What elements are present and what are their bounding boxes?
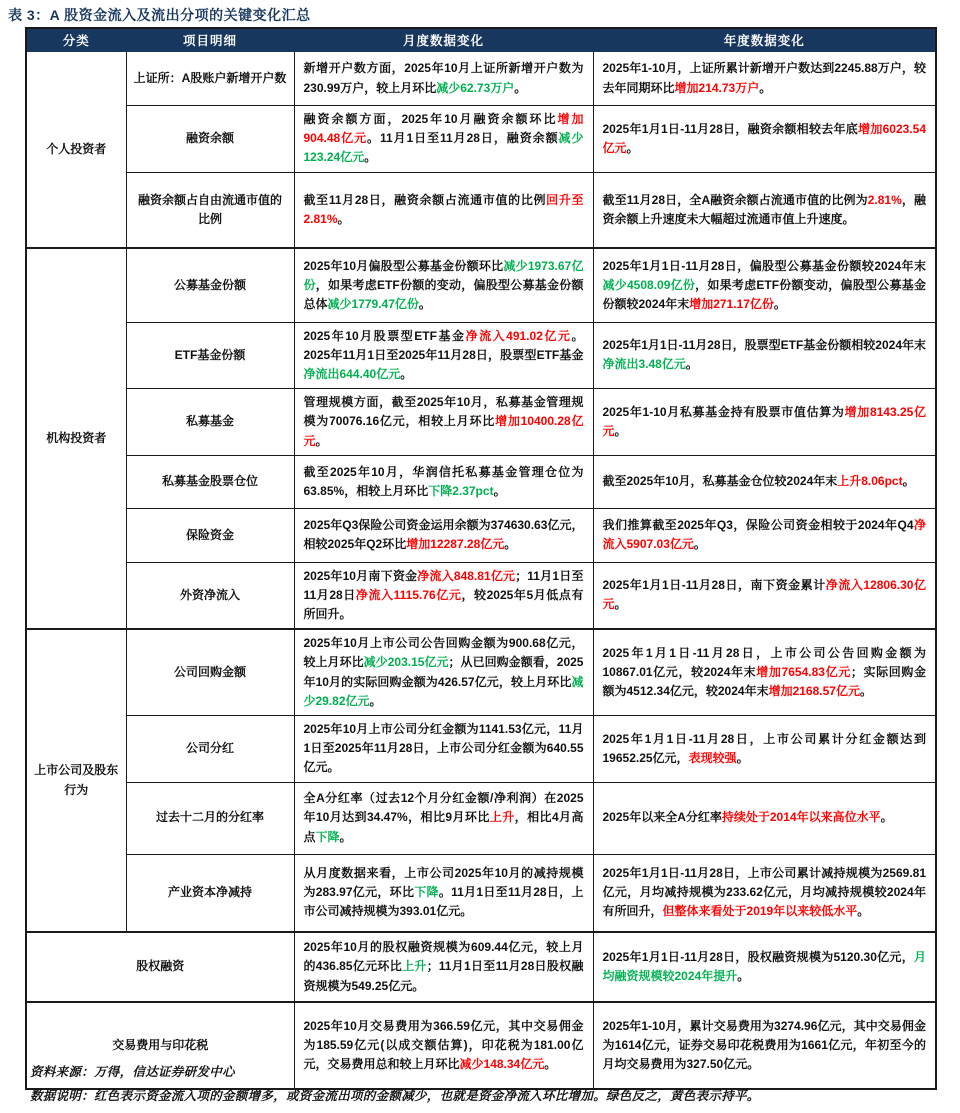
category-cell: 机构投资者 [26,248,126,629]
annual-cell: 2025年1月1日-11月28日，上市公司累计减持规模为2569.81亿元，月均减持规模为233.62亿元，月均减持规模较2024年有所回升，但整体来看处于2019年以来较低水平。 [593,854,936,932]
item-cell: 融资余额占自由流通市值的比例 [126,172,294,248]
merged-item-cell: 交易费用与印花税 [26,1002,294,1089]
monthly-cell: 2025年10月交易费用为366.59亿元，其中交易佣金为185.59亿元(以成交额估算)，印花税为181.00亿元，交易费用总和较上月环比减少148.34亿元。 [294,1002,593,1089]
item-cell: 公募基金份额 [126,248,294,322]
merged-item-cell: 股权融资 [26,932,294,1002]
item-cell: 上证所：A股账户新增开户数 [126,52,294,106]
item-cell: 保险资金 [126,508,294,562]
table-row [26,52,936,106]
annual-cell: 我们推算截至2025年Q3，保险公司资金相较于2024年Q4净流入5907.03亿元。 [593,508,936,562]
header-item: 项目明细 [126,28,294,52]
table-row [26,389,936,456]
item-cell: 公司分红 [126,716,294,783]
monthly-cell: 2025年10月偏股型公募基金份额环比减少1973.67亿份，如果考虑ETF份额的变动，偏股型公募基金份额总体减少1779.47亿份。 [294,248,593,322]
item-cell: 外资净流入 [126,562,294,629]
annual-cell: 2025年1月1日-11月28日，股权融资规模为5120.30亿元，月均融资规模较2024年提升。 [593,932,936,1002]
summary-table [25,27,937,1090]
annual-cell: 2025年1月1日-11月28日，上市公司累计分红金额达到19652.25亿元，表现较强。 [593,716,936,783]
monthly-cell: 2025年10月股票型ETF基金净流入491.02亿元。2025年11月1日至2025年11月28日，股票型ETF基金净流出644.40亿元。 [294,322,593,389]
item-cell: 产业资本净减持 [126,854,294,932]
table-row [26,172,936,248]
item-cell: 私募基金 [126,389,294,456]
annual-cell: 2025年1月1日-11月28日，融资余额相较去年底增加6023.54亿元。 [593,106,936,173]
item-cell: 融资余额 [126,106,294,173]
annual-cell: 2025年1-10月，累计交易费用为3274.96亿元，其中交易佣金为1614亿元，证券交易印花税费用为1661亿元，年初至今的月均交易费用为327.50亿元。 [593,1002,936,1089]
annual-cell: 2025年1月1日-11月28日，上市公司公告回购金额为10867.01亿元，较2024年末增加7654.83亿元；实际回购金额为4512.34亿元，较2024年末增加2168.57亿元。 [593,629,936,715]
table-row [26,932,936,1002]
monthly-cell: 管理规模方面，截至2025年10月，私募基金管理规模为70076.16亿元，相较上月环比增加10400.28亿元。 [294,389,593,456]
monthly-cell: 新增开户数方面，2025年10月上证所新增开户数为230.99万户，较上月环比减少62.73万户。 [294,52,593,106]
monthly-cell: 2025年10月的股权融资规模为609.44亿元，较上月的436.85亿元环比上升；11月1日至11月28日股权融资规模为549.25亿元。 [294,932,593,1002]
annual-cell: 截至2025年10月，私募基金仓位较2024年末上升8.06pct。 [593,455,936,508]
header-annual: 年度数据变化 [593,28,936,52]
annual-cell: 截至11月28日，全A融资余额占流通市值的比例为2.81%，融资余额上升速度未大幅超过流通市值上升速度。 [593,172,936,248]
monthly-cell: 2025年Q3保险公司资金运用余额为374630.63亿元，相较2025年Q2环比增加12287.28亿元。 [294,508,593,562]
legend-note: 数据说明：红色表示资金流入项的金额增多，或资金流出项的金额减少，也就是资金净流入环比增加。绿色反之，黄色表示持平。 [30,1089,760,1103]
monthly-cell: 融资余额方面，2025年10月融资余额环比增加904.48亿元。11月1日至11月28日，融资余额减少123.24亿元。 [294,106,593,173]
annual-cell: 2025年1月1日-11月28日，南下资金累计净流入12806.30亿元。 [593,562,936,629]
monthly-cell: 2025年10月南下资金净流入848.81亿元；11月1日至11月28日净流入1115.76亿元，较2025年5月低点有所回升。 [294,562,593,629]
item-cell: 过去十二月的分红率 [126,782,294,854]
monthly-cell: 全A分红率（过去12个月分红金额/净利润）在2025年10月达到34.47%，相比9月环比上升，相比4月高点下降。 [294,782,593,854]
item-cell: 公司回购金额 [126,629,294,715]
header-monthly: 月度数据变化 [294,28,593,52]
table-row [26,716,936,783]
monthly-cell: 从月度数据来看，上市公司2025年10月的减持规模为283.97亿元，环比下降。11月1日至11月28日，上市公司减持规模为393.01亿元。 [294,854,593,932]
source-note: 资料来源：万得，信达证券研发中心 [30,1065,235,1079]
category-cell: 个人投资者 [26,52,126,249]
table-row [26,562,936,629]
annual-cell: 2025年1-10月，上证所累计新增开户数达到2245.88万户，较去年同期环比增加214.73万户。 [593,52,936,106]
category-cell: 上市公司及股东行为 [26,629,126,932]
header-row [26,28,936,52]
monthly-cell: 截至11月28日，融资余额占流通市值的比例回升至2.81%。 [294,172,593,248]
item-cell: 私募基金股票仓位 [126,455,294,508]
monthly-cell: 2025年10月上市公司分红金额为1141.53亿元，11月1日至2025年11月28日，上市公司分红金额为640.55亿元。 [294,716,593,783]
table-row [26,782,936,854]
annual-cell: 2025年1月1日-11月28日，偏股型公募基金份额较2024年末减少4508.09亿份，如果考虑ETF份额变动，偏股型公募基金份额较2024年末增加271.17亿份。 [593,248,936,322]
table-row [26,629,936,715]
table-row [26,322,936,389]
table-row [26,854,936,932]
table-row [26,508,936,562]
annual-cell: 2025年1-10月私募基金持有股票市值估算为增加8143.25亿元。 [593,389,936,456]
monthly-cell: 截至2025年10月，华润信托私募基金管理仓位为63.85%，相较上月环比下降2.37pct。 [294,455,593,508]
monthly-cell: 2025年10月上市公司公告回购金额为900.68亿元，较上月环比减少203.15亿元；从已回购金额看，2025年10月的实际回购金额为426.57亿元，较上月环比减少29.82亿元。 [294,629,593,715]
header-category: 分类 [26,28,126,52]
table-title: 表 3：A 股资金流入及流出分项的关键变化汇总 [8,7,311,23]
annual-cell: 2025年以来全A分红率持续处于2014年以来高位水平。 [593,782,936,854]
item-cell: ETF基金份额 [126,322,294,389]
annual-cell: 2025年1月1日-11月28日，股票型ETF基金份额相较2024年末净流出3.48亿元。 [593,322,936,389]
table-row [26,455,936,508]
table-row [26,106,936,173]
table-row [26,248,936,322]
